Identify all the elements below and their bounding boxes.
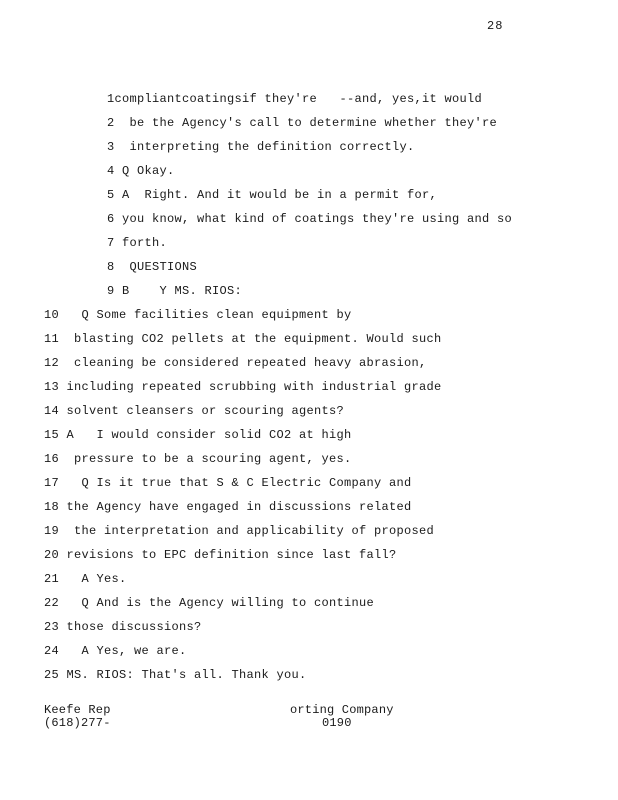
transcript-line: 25 MS. RIOS: That's all. Thank you.	[44, 668, 307, 682]
transcript-line: 17 Q Is it true that S & C Electric Company and	[44, 476, 412, 490]
footer-phone-right: 0190	[322, 716, 352, 730]
footer-company-left: Keefe Rep	[44, 703, 111, 717]
page-number: 28	[487, 19, 504, 33]
transcript-line: 13 including repeated scrubbing with industrial grade	[44, 380, 442, 394]
transcript-line: 19 the interpretation and applicability of proposed	[44, 524, 435, 538]
transcript-line: 24 A Yes, we are.	[44, 644, 187, 658]
transcript-line: 1compliantcoatingsif they're --and, yes,it would	[107, 92, 483, 106]
transcript-line: 23 those discussions?	[44, 620, 202, 634]
transcript-line: 15 A I would consider solid CO2 at high	[44, 428, 352, 442]
transcript-line: 21 A Yes.	[44, 572, 127, 586]
transcript-line: 3 interpreting the definition correctly.	[107, 140, 415, 154]
transcript-line: 6 you know, what kind of coatings they're using and so	[107, 212, 513, 226]
transcript-line: 7 forth.	[107, 236, 168, 250]
transcript-line: 8 QUESTIONS	[107, 260, 198, 274]
transcript-line: 4 Q Okay.	[107, 164, 175, 178]
transcript-line: 12 cleaning be considered repeated heavy abrasion,	[44, 356, 427, 370]
transcript-line: 14 solvent cleansers or scouring agents?	[44, 404, 345, 418]
footer-phone-left: (618)277-	[44, 716, 111, 730]
transcript-line: 16 pressure to be a scouring agent, yes.	[44, 452, 352, 466]
transcript-line: 18 the Agency have engaged in discussions related	[44, 500, 412, 514]
transcript-line: 10 Q Some facilities clean equipment by	[44, 308, 352, 322]
transcript-line: 11 blasting CO2 pellets at the equipment. Would such	[44, 332, 442, 346]
transcript-line: 20 revisions to EPC definition since last fall?	[44, 548, 397, 562]
transcript-line: 22 Q And is the Agency willing to continue	[44, 596, 375, 610]
transcript-line: 2 be the Agency's call to determine whether they're	[107, 116, 498, 130]
footer-company-right: orting Company	[290, 703, 394, 717]
transcript-line: 5 A Right. And it would be in a permit for,	[107, 188, 438, 202]
transcript-line: 9 B Y MS. RIOS:	[107, 284, 243, 298]
